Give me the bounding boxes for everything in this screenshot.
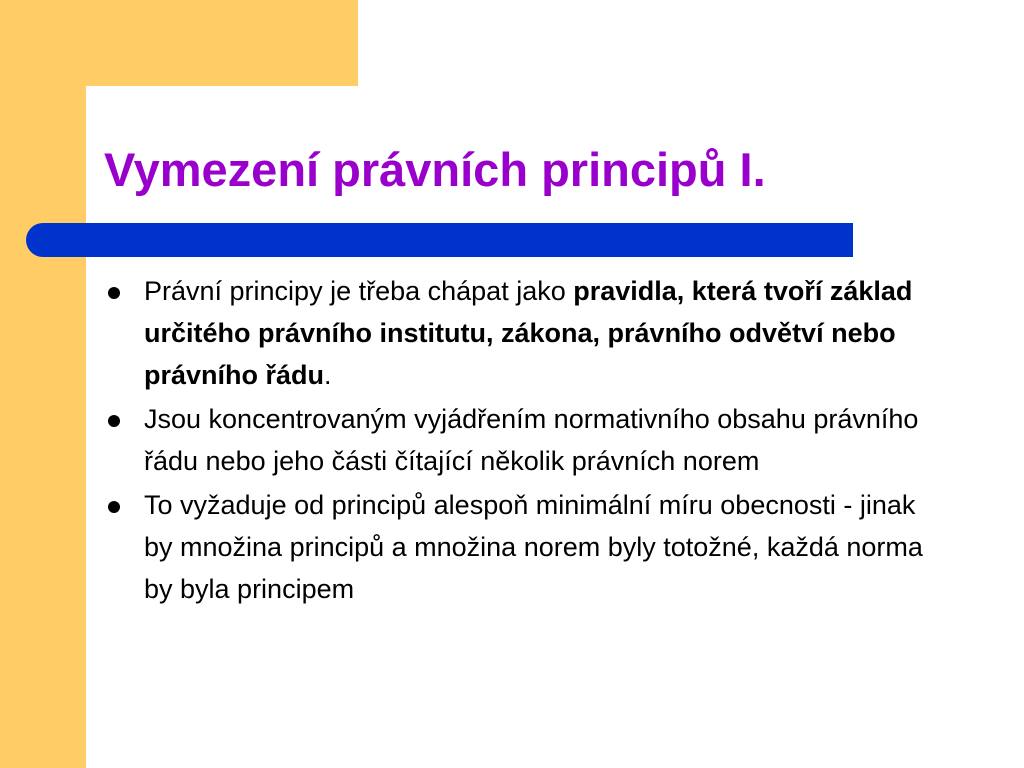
decorative-frame-left — [0, 0, 86, 768]
title-underline-bar — [26, 223, 853, 257]
bullet-text-plain: Právní principy je třeba chápat jako — [144, 276, 574, 306]
bullet-text-end: . — [324, 360, 332, 390]
bullet-text-bold: pravidla, která tvoří základ určitého právního institutu, zákona, právního odvětví nebo právního řádu — [144, 276, 913, 390]
bullet-text: Jsou koncentrovaným vyjádřením normativního obsahu právního řádu nebo jeho části čítající několik právních norem — [144, 404, 919, 476]
bullet-item — [104, 484, 944, 610]
bullet-dot-icon — [108, 415, 120, 427]
slide-title: Vymezení právních principů I. — [104, 143, 766, 196]
bullet-item — [104, 398, 944, 482]
bullet-text: To vyžaduje od principů alespoň minimální míru obecnosti - jinak by množina principů a množina norem byly totožné, každá norma by byla principem — [144, 490, 923, 604]
bullet-dot-icon — [108, 287, 120, 299]
bullet-dot-icon — [108, 501, 120, 513]
bullet-item — [104, 270, 944, 396]
decorative-frame-top — [0, 0, 358, 86]
bullet-list — [104, 270, 944, 612]
